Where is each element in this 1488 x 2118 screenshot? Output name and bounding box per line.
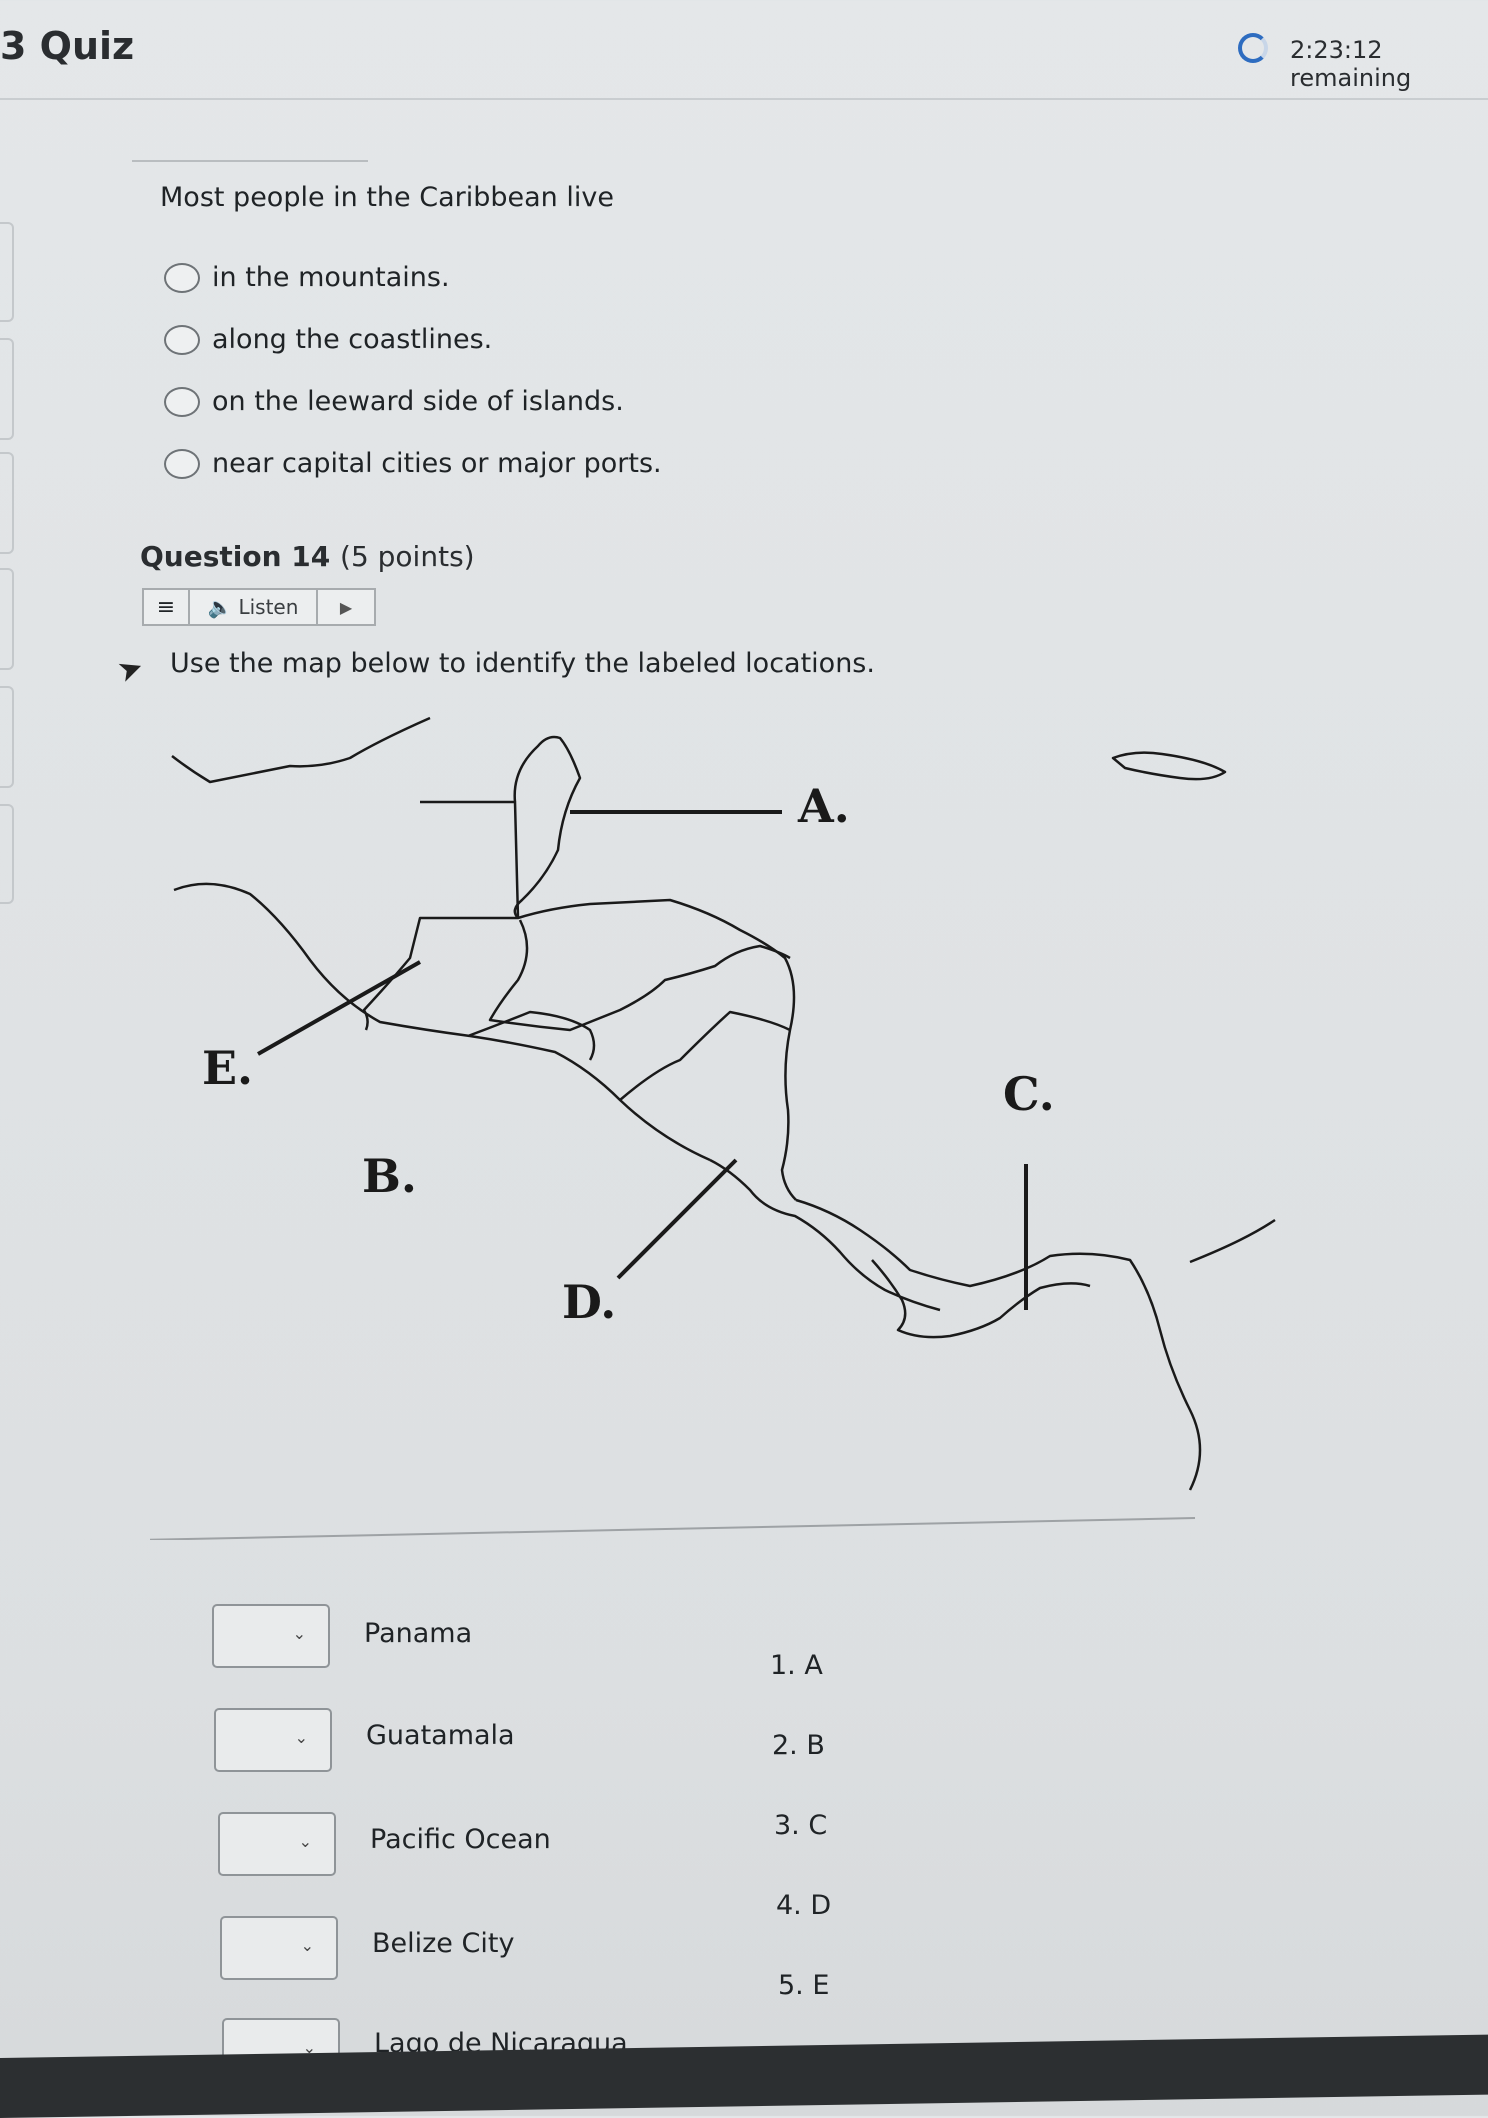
- costa-rica-coastline: [710, 1160, 940, 1310]
- question-divider: [132, 160, 368, 162]
- panama-coastline: [796, 1200, 1200, 1490]
- chevron-down-icon: ⌄: [292, 1624, 306, 1643]
- map-frame-line: [150, 1518, 1195, 1540]
- chevron-down-icon: ⌄: [300, 1936, 314, 1955]
- answer-option-3[interactable]: [164, 386, 624, 417]
- term-label: Belize City: [372, 1928, 515, 1959]
- term-label: Lago de Nicaragua: [374, 2028, 628, 2059]
- side-tab[interactable]: [0, 686, 14, 788]
- option-text: along the coastlines.: [212, 324, 493, 355]
- question-14-heading: [140, 540, 475, 573]
- choice-label: 1. A: [770, 1650, 823, 1681]
- nicaragua-border: [620, 1012, 790, 1100]
- island-outline: [1113, 753, 1225, 779]
- chevron-down-icon: ⌄: [298, 1832, 312, 1851]
- quiz-header: [0, 0, 1488, 100]
- map-label-c: C.: [1003, 1067, 1055, 1121]
- side-tab[interactable]: [0, 222, 14, 322]
- leader-line-e: [258, 962, 420, 1054]
- chevron-down-icon: ⌄: [302, 2038, 316, 2057]
- map-outline: [172, 718, 1275, 1490]
- answer-select-2[interactable]: [214, 1708, 332, 1772]
- guatemala-border: [364, 802, 518, 1030]
- side-tab[interactable]: [0, 338, 14, 440]
- belize-outline: [515, 737, 580, 918]
- option-text: in the mountains.: [212, 262, 450, 293]
- progress-ring-icon: [1238, 33, 1268, 63]
- coastline: [172, 718, 430, 782]
- mouse-cursor-icon: ➤: [112, 648, 149, 691]
- side-tab[interactable]: [0, 804, 14, 904]
- answer-select-3[interactable]: [218, 1812, 336, 1876]
- menu-icon[interactable]: ≡: [144, 590, 190, 624]
- option-text: near capital cities or major ports.: [212, 448, 662, 479]
- choice-label: 3. C: [774, 1810, 828, 1841]
- option-text: on the leeward side of islands.: [212, 386, 624, 417]
- caribbean-coastline: [518, 900, 796, 1200]
- play-icon[interactable]: ▶: [339, 597, 353, 617]
- answer-option-2[interactable]: [164, 324, 492, 355]
- question-number: Question 14: [140, 540, 331, 573]
- term-label: Guatamala: [366, 1720, 515, 1751]
- choice-label: 5. E: [778, 1970, 830, 2001]
- answer-select-4[interactable]: [220, 1916, 338, 1980]
- central-america-map: [150, 690, 1300, 1540]
- listen-button[interactable]: [190, 590, 318, 624]
- time-remaining: 2:23:12 remaining: [1290, 36, 1412, 92]
- map-label-d: D.: [562, 1275, 617, 1329]
- term-label: Pacific Ocean: [370, 1824, 551, 1855]
- radio-button[interactable]: [164, 263, 200, 293]
- colombia-coast: [1190, 1220, 1275, 1262]
- chevron-down-icon: ⌄: [294, 1728, 308, 1747]
- listen-toolbar: [142, 588, 376, 626]
- question-13-prompt: Most people in the Caribbean live: [160, 182, 614, 213]
- el-salvador-border: [468, 1012, 594, 1060]
- radio-button[interactable]: [164, 449, 200, 479]
- map-label-a: A.: [798, 779, 850, 833]
- answer-option-1[interactable]: [164, 262, 450, 293]
- speaker-icon: 🔈: [207, 595, 233, 619]
- question-14-instruction: Use the map below to identify the labeled locations.: [170, 648, 875, 679]
- pacific-coastline: [174, 884, 710, 1160]
- side-tab[interactable]: [0, 568, 14, 670]
- leader-line-d: [618, 1160, 736, 1278]
- choice-label: 4. D: [776, 1890, 832, 1921]
- side-tab[interactable]: [0, 452, 14, 554]
- map-label-b: B.: [362, 1149, 417, 1203]
- radio-button[interactable]: [164, 325, 200, 355]
- answer-select-1[interactable]: [212, 1604, 330, 1668]
- listen-label: Listen: [238, 595, 299, 619]
- map-label-e: E.: [202, 1041, 254, 1095]
- choice-label: 2. B: [772, 1730, 825, 1761]
- radio-button[interactable]: [164, 387, 200, 417]
- term-label: Panama: [364, 1618, 473, 1649]
- answer-option-4[interactable]: [164, 448, 662, 479]
- quiz-title: 3 Quiz: [0, 24, 135, 68]
- leader-lines: [258, 812, 1026, 1310]
- question-points: (5 points): [340, 540, 475, 573]
